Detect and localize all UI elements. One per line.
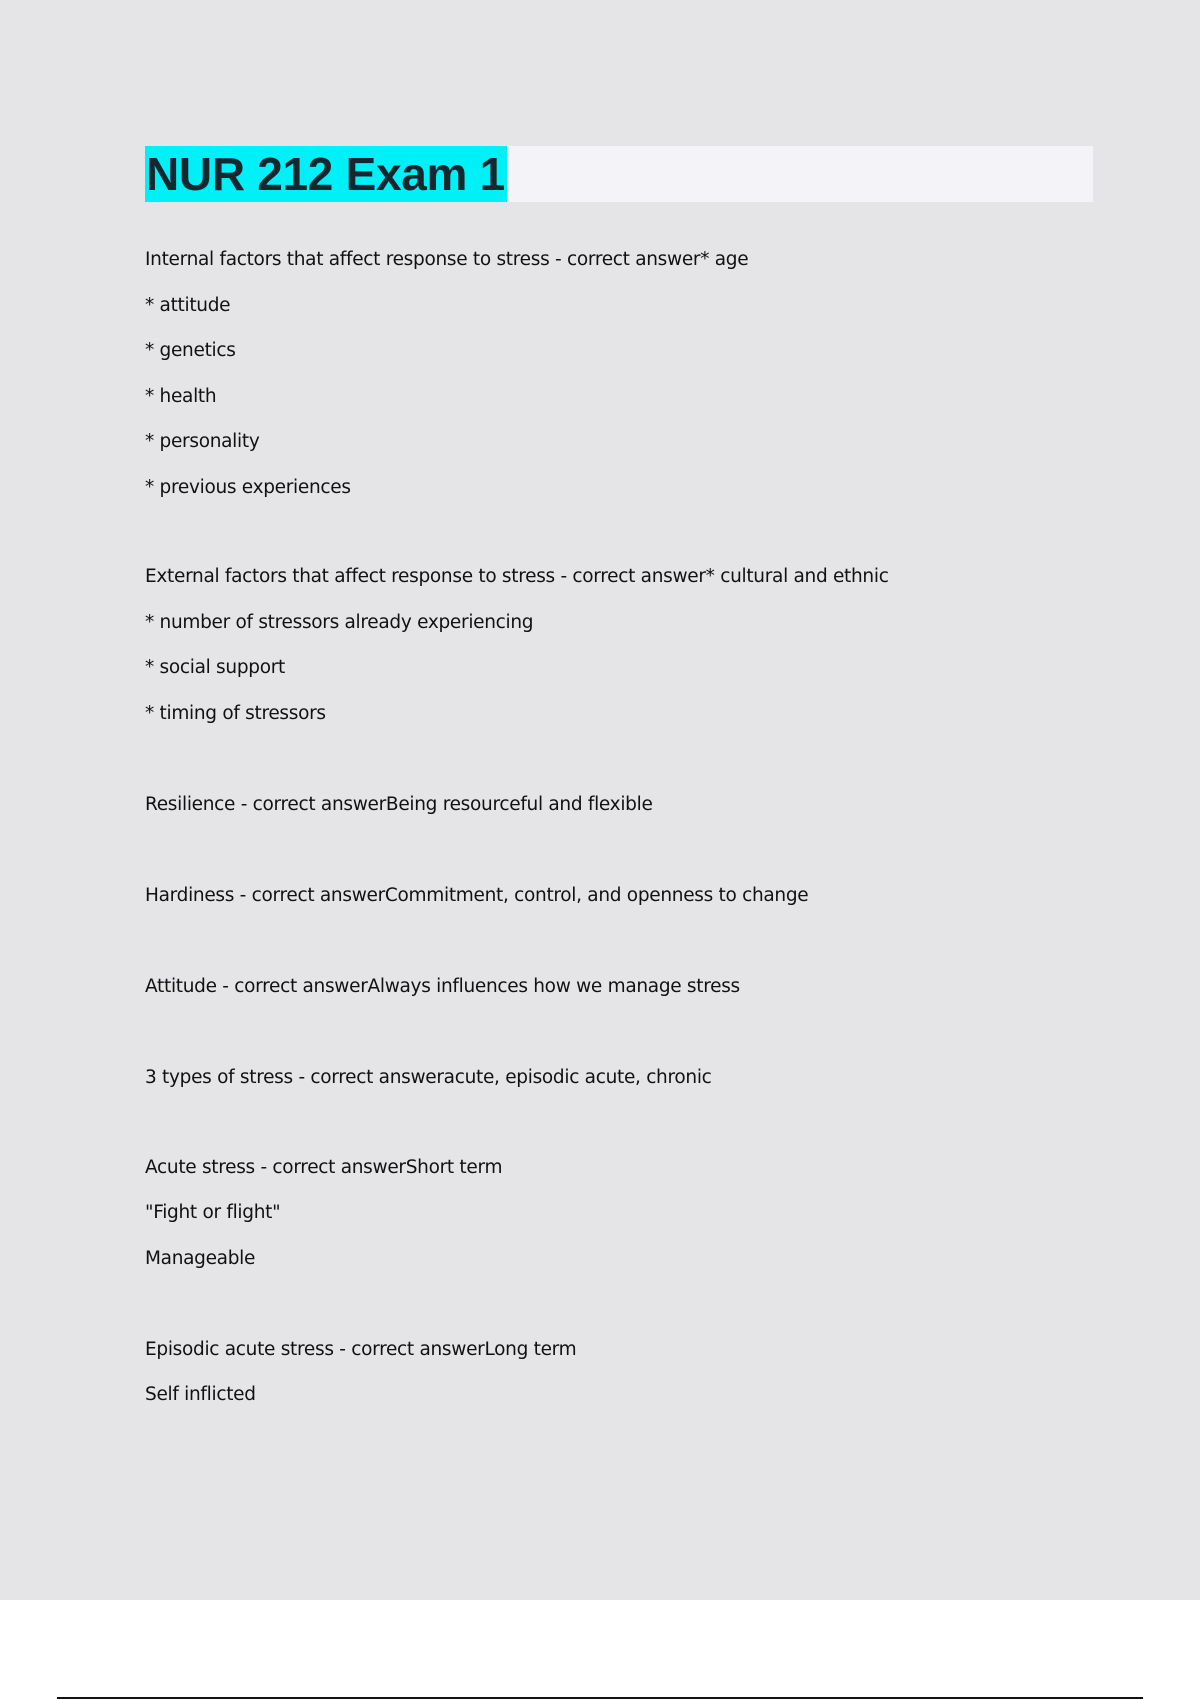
text-line: Manageable <box>145 1248 256 1269</box>
text-line: * number of stressors already experiencing <box>145 612 534 633</box>
page-title: NUR 212 Exam 1 <box>146 148 505 200</box>
text-line: * previous experiences <box>145 477 351 498</box>
text-line: * timing of stressors <box>145 703 326 724</box>
text-line: Acute stress - correct answerShort term <box>145 1157 503 1178</box>
text-line: "Fight or flight" <box>145 1202 281 1223</box>
text-line: * social support <box>145 657 285 678</box>
text-line: 3 types of stress - correct answeracute, episodic acute, chronic <box>145 1067 712 1088</box>
text-line: Self inflicted <box>145 1384 256 1405</box>
footer-divider <box>57 1697 1143 1699</box>
text-line: * personality <box>145 431 260 452</box>
text-line: Internal factors that affect response to stress - correct answer* age <box>145 249 749 270</box>
text-line: * health <box>145 386 217 407</box>
text-line: Hardiness - correct answerCommitment, control, and openness to change <box>145 885 809 906</box>
text-line: * attitude <box>145 295 231 316</box>
text-line: Attitude - correct answerAlways influences how we manage stress <box>145 976 740 997</box>
text-line: * genetics <box>145 340 236 361</box>
text-line: Episodic acute stress - correct answerLong term <box>145 1339 577 1360</box>
text-line: Resilience - correct answerBeing resourceful and flexible <box>145 794 653 815</box>
text-line: External factors that affect response to stress - correct answer* cultural and ethnic <box>145 566 889 587</box>
